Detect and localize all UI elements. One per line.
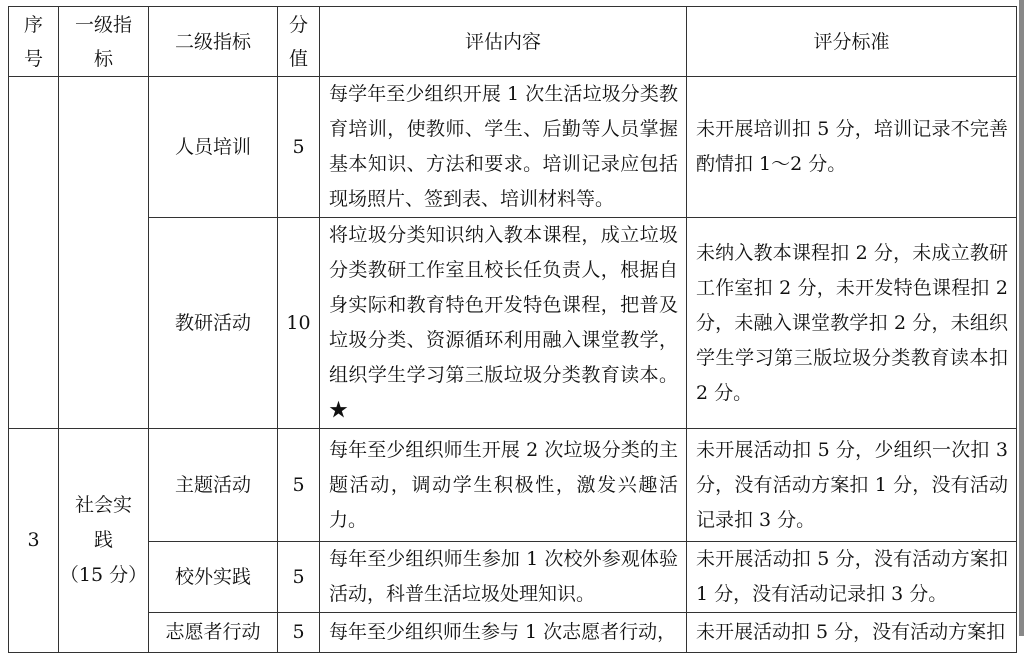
level1-cell: 社会实 践 （15 分） xyxy=(59,429,149,653)
content-cell: 每年至少组织师生参加 1 次校外参观体验活动，科普生活垃圾处理知识。 xyxy=(320,542,687,613)
content-cell: 每学年至少组织开展 1 次生活垃圾分类教育培训，使教师、学生、后勤等人员掌握基本知识、方法和要求。培训记录应包括现场照片、签到表、培训材料等。 xyxy=(320,77,687,218)
score-cell: 5 xyxy=(278,429,320,542)
criteria-cell: 未开展活动扣 5 分，没有活动方案扣 xyxy=(687,613,1017,653)
level1-cell xyxy=(59,77,149,429)
header-level1: 一级指 标 xyxy=(59,7,149,77)
criteria-cell: 未开展活动扣 5 分，没有活动方案扣 1 分，没有活动记录扣 3 分。 xyxy=(687,542,1017,613)
header-score: 分 值 xyxy=(278,7,320,77)
level2-cell: 志愿者行动 xyxy=(149,613,278,653)
content-cell: 将垃圾分类知识纳入教本课程，成立垃圾分类教研工作室且校长任负责人，根据自身实际和教育特色开发特色课程，把普及垃圾分类、资源循环利用融入课堂教学，组织学生学习第三版垃圾分类教育读本。★ xyxy=(320,218,687,429)
table-row xyxy=(9,429,1017,542)
criteria-cell: 未纳入教本课程扣 2 分，未成立教研工作室扣 2 分，未开发特色课程扣 2 分，未融入课堂教学扣 2 分，未组织学生学习第三版垃圾分类教育读本扣 2 分。 xyxy=(687,218,1017,429)
header-row xyxy=(9,7,1017,77)
score-cell: 5 xyxy=(278,77,320,218)
score-cell: 10 xyxy=(278,218,320,429)
table-row xyxy=(9,613,1017,653)
header-content: 评估内容 xyxy=(320,7,687,77)
score-cell: 5 xyxy=(278,613,320,653)
table-row xyxy=(9,218,1017,429)
score-cell: 5 xyxy=(278,542,320,613)
level2-cell: 教研活动 xyxy=(149,218,278,429)
evaluation-table xyxy=(8,6,1017,653)
content-cell: 每年至少组织师生参与 1 次志愿者行动， xyxy=(320,613,687,653)
seq-cell: 3 xyxy=(9,429,59,653)
seq-cell xyxy=(9,77,59,429)
content-cell: 每年至少组织师生开展 2 次垃圾分类的主题活动，调动学生积极性，激发兴趣活力。 xyxy=(320,429,687,542)
level2-cell: 校外实践 xyxy=(149,542,278,613)
scrollbar[interactable] xyxy=(1019,0,1024,636)
header-criteria: 评分标准 xyxy=(687,7,1017,77)
level2-cell: 主题活动 xyxy=(149,429,278,542)
criteria-cell: 未开展培训扣 5 分，培训记录不完善酌情扣 1～2 分。 xyxy=(687,77,1017,218)
table-row xyxy=(9,542,1017,613)
header-level2: 二级指标 xyxy=(149,7,278,77)
level2-cell: 人员培训 xyxy=(149,77,278,218)
criteria-cell: 未开展活动扣 5 分，少组织一次扣 3 分，没有活动方案扣 1 分，没有活动记录扣 3 分。 xyxy=(687,429,1017,542)
header-seq: 序 号 xyxy=(9,7,59,77)
table-row xyxy=(9,77,1017,218)
